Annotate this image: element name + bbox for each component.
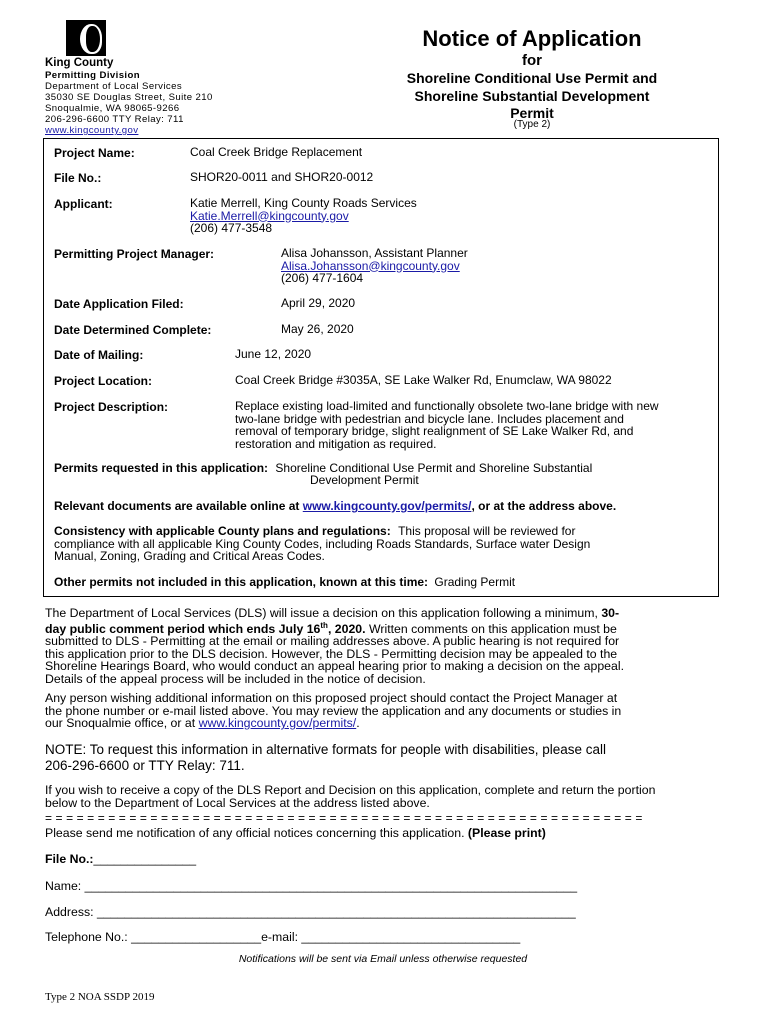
- form-file-no: File No.:_______________: [45, 852, 197, 866]
- org-name: King County: [45, 57, 114, 69]
- date-complete-value: May 26, 2020: [281, 322, 354, 336]
- contact-paragraph: Any person wishing additional information on this proposed project should contact the Project Manager at the phone number or e-mail listed above. You may review the application and any documents or studies in our Snoqualmie office, or at www.kingcounty.gov/permits/.: [45, 691, 622, 731]
- phone-line: 206-296-6600 TTY Relay: 711: [45, 114, 184, 125]
- applicant-label: Applicant:: [54, 197, 113, 211]
- divider-line: = = = = = = = = = = = = = = = = = = = = = = = = = = = = = = = = = = = = = = = = = = = = = = = = = = = = = = = = =: [45, 811, 643, 825]
- accessibility-note: NOTE: To request this information in alternative formats for people with disabilities, please call 206-296-6600 or TTY Relay: 711.: [45, 742, 607, 773]
- consistency-section: Consistency with applicable County plans and regulations: This proposal will be reviewed for compliance with all applicable King County Codes, including Roads Standards, Surface water Design Manual, Zoning, Grading and Critical Areas Codes.: [54, 524, 591, 563]
- permits-link-body[interactable]: www.kingcounty.gov/permits/: [198, 716, 357, 731]
- location-label: Project Location:: [54, 374, 153, 388]
- notification-footnote: Notifications will be sent via Email unless otherwise requested: [238, 953, 528, 965]
- page-subtitle: Shoreline Conditional Use Permit and Shoreline Substantial Development Permit: [406, 70, 658, 121]
- other-permits: Other permits not included in this application, known at this time: Grading Permit: [54, 575, 516, 589]
- description-value: Replace existing load-limited and functionally obsolete two-lane bridge with new two-lane bridge with pedestrian and bicycle lane. Includes placement and removal of temporary bridge, slight realignment of SE Lake Walker Rd, and restoration and mitigation as required.: [235, 399, 659, 451]
- permits-requested: Permits requested in this application: Shoreline Conditional Use Permit and Shoreline Substantial: [54, 461, 593, 475]
- department-name: Department of Local Services: [45, 81, 183, 92]
- manager-value: Alisa Johansson, Assistant Planner Alisa.Johansson@kingcounty.gov (206) 477-1604: [281, 246, 468, 285]
- manager-label: Permitting Project Manager:: [54, 247, 215, 261]
- permits-requested-cont: Development Permit: [310, 473, 419, 487]
- date-mailing-label: Date of Mailing:: [54, 348, 144, 362]
- form-address: Address: ______________________________________________________________________: [45, 905, 576, 919]
- date-filed-label: Date Application Filed:: [54, 297, 184, 311]
- date-filed-value: April 29, 2020: [281, 296, 356, 310]
- form-address-field[interactable]: ______________________________________________________________________: [96, 905, 576, 919]
- description-label: Project Description:: [54, 400, 169, 414]
- title-for: for: [522, 52, 542, 69]
- notification-request: Please send me notification of any official notices concerning this application. (Please print): [45, 826, 546, 840]
- form-name: Name: ________________________________________________________________________: [45, 879, 578, 893]
- address-line-2: Snoqualmie, WA 98065-9266: [45, 103, 180, 114]
- file-no-label: File No.:: [54, 171, 102, 185]
- footer-doc-id: Type 2 NOA SSDP 2019: [45, 991, 155, 1003]
- king-county-logo: [66, 20, 106, 56]
- website-link[interactable]: www.kingcounty.gov: [45, 125, 139, 136]
- copy-request-paragraph: If you wish to receive a copy of the DLS Report and Decision on this application, complete and return the portion below to the Department of Local Services at the address listed above.: [45, 783, 656, 810]
- form-file-no-field[interactable]: _______________: [93, 852, 197, 866]
- applicant-email-link[interactable]: Katie.Merrell@kingcounty.gov: [190, 208, 349, 223]
- manager-email-link[interactable]: Alisa.Johansson@kingcounty.gov: [281, 258, 460, 273]
- location-value: Coal Creek Bridge #3035A, SE Lake Walker Rd, Enumclaw, WA 98022: [235, 373, 612, 387]
- application-type: (Type 2): [513, 119, 551, 130]
- division-name: Permitting Division: [45, 70, 141, 81]
- page-title: Notice of Application: [422, 26, 642, 51]
- date-complete-label: Date Determined Complete:: [54, 323, 212, 337]
- permits-link[interactable]: www.kingcounty.gov/permits/: [302, 499, 472, 513]
- relevant-documents: Relevant documents are available online at www.kingcounty.gov/permits/, or at the address above.: [54, 499, 617, 513]
- form-name-field[interactable]: ________________________________________________________________________: [84, 879, 578, 893]
- project-name-value: Coal Creek Bridge Replacement: [190, 145, 363, 159]
- decision-paragraph: The Department of Local Services (DLS) will issue a decision on this application following a minimum, 30- day public comment period which ends July 16th, 2020. Written comments on this application must be submitted to DLS - Permitting at the email or mailing addresses above. A public hearing is not required for this application prior to the DLS decision. However, the DLS - Permitting decision may be appealed to the Shoreline Hearings Board, who would conduct an appeal hearing prior to making a decision on the appeal. Details of the appeal process will be included in the notice of decision.: [45, 606, 625, 687]
- applicant-value: Katie Merrell, King County Roads Services Katie.Merrell@kingcounty.gov (206) 477-3548: [190, 196, 417, 235]
- form-telephone-field[interactable]: ___________________: [131, 930, 262, 944]
- form-telephone: Telephone No.: ___________________e-mail: ________________________________: [45, 930, 521, 944]
- project-name-label: Project Name:: [54, 146, 135, 160]
- file-no-value: SHOR20-0011 and SHOR20-0012: [190, 170, 374, 184]
- address-line-1: 35030 SE Douglas Street, Suite 210: [45, 92, 213, 103]
- form-email-field[interactable]: ________________________________: [301, 930, 521, 944]
- date-mailing-value: June 12, 2020: [235, 347, 312, 361]
